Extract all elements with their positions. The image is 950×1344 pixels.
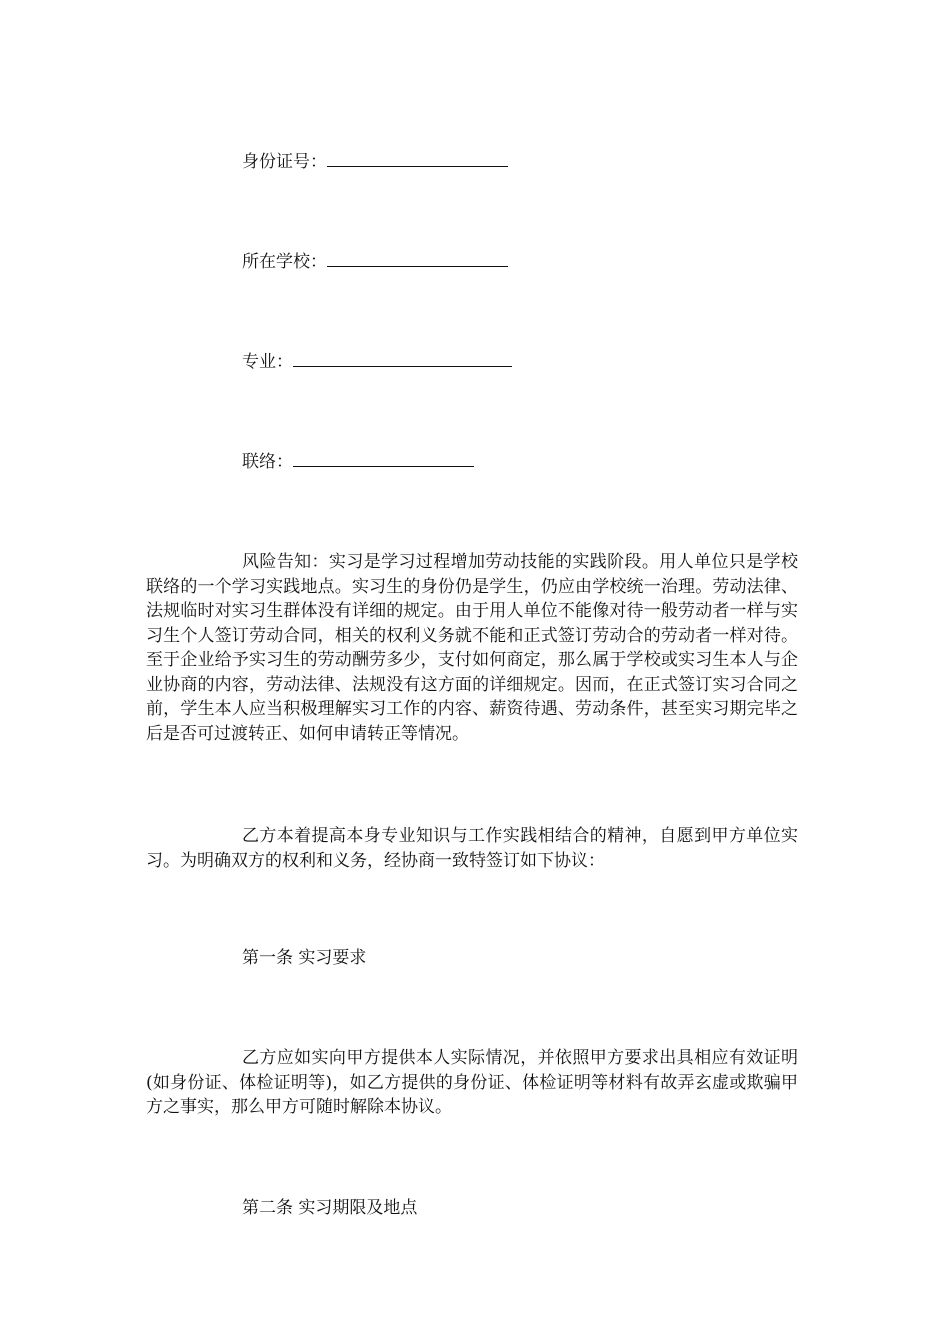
risk-notice-paragraph: 风险告知：实习是学习过程增加劳动技能的实践阶段。用人单位只是学校联络的一个学习实践地点。实习生的身份仍是学生，仍应由学校统一治理。劳动法律、法规临时对实习生群体没有详细的规定。由于用人单位不能像对待一般劳动者一样与实习生个人签订劳动合同，相关的权利义务就不能和正式签订劳动合的劳动者一样对待。至于企业给予实习生的劳动酬劳多少，支付如何商定，那么属于学校或实习生本人与企业协商的内容，劳动法律、法规没有这方面的详细规定。因而，在正式签订实习合同之前，学生本人应当积极理解实习工作的内容、薪资待遇、劳动条件，甚至实习期完毕之后是否可过渡转正、如何申请转正等情况。 (146, 552, 798, 744)
contact-label: 联络： (242, 452, 293, 472)
major-field (242, 350, 512, 374)
article-1-heading: 第一条 实习要求 (242, 948, 367, 968)
contact-blank[interactable] (293, 450, 474, 467)
contact-field (242, 450, 474, 474)
article-1-body: 乙方应如实向甲方提供本人实际情况，并依照甲方要求出具相应有效证明(如身份证、体检证明等)，如乙方提供的身份证、体检证明等材料有故弄玄虚或欺骗甲方之事实，那么甲方可随时解除本协议。 (146, 1048, 798, 1117)
id-number-blank[interactable] (327, 150, 508, 167)
intro-paragraph: 乙方本着提高本身专业知识与工作实践相结合的精神，自愿到甲方单位实习。为明确双方的权利和义务，经协商一致特签订如下协议： (146, 826, 798, 871)
id-number-field (242, 150, 508, 174)
id-number-label: 身份证号： (242, 152, 327, 172)
school-label: 所在学校： (242, 252, 327, 272)
major-blank[interactable] (293, 350, 512, 367)
school-blank[interactable] (327, 250, 508, 267)
major-label: 专业： (242, 352, 293, 372)
article-2-heading: 第二条 实习期限及地点 (242, 1198, 418, 1218)
school-field (242, 250, 508, 274)
